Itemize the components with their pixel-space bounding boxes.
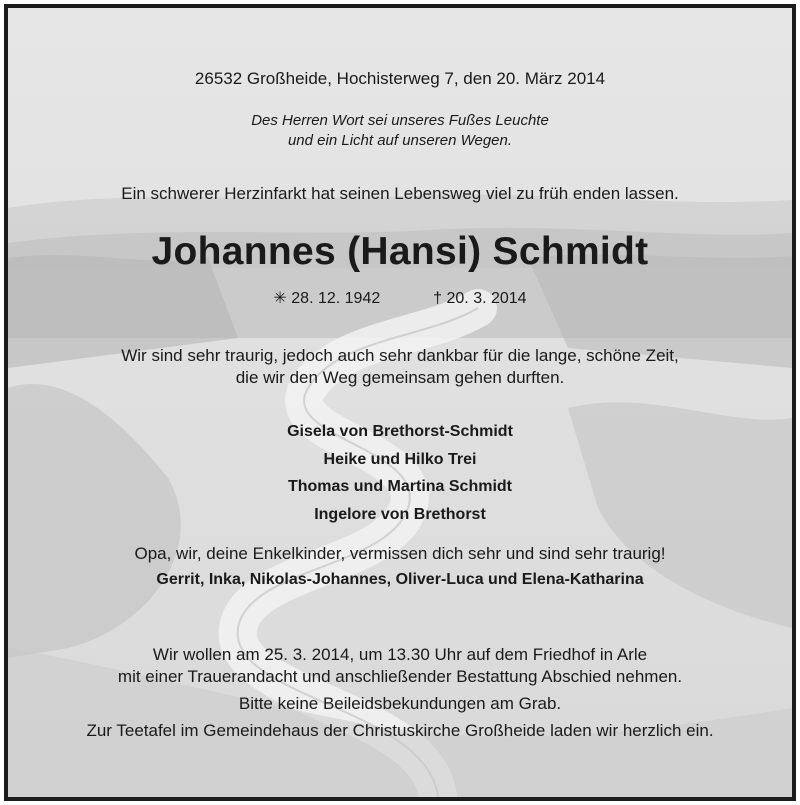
service-line-2: mit einer Trauerandacht und anschließender Bestattung Abschied nehmen. (117, 667, 683, 686)
gratitude-text (8, 345, 792, 389)
funeral-service-info (8, 644, 792, 688)
gratitude-line-2: die wir den Weg gemeinsam gehen durften. (235, 368, 565, 387)
bible-verse-line-2: und ein Licht auf unseren Wegen. (287, 132, 513, 149)
obituary-content (8, 8, 792, 797)
location-date-line: 26532 Großheide, Hochisterweg 7, den 20. März 2014 (194, 69, 606, 88)
gratitude-line-1: Wir sind sehr traurig, jedoch auch sehr dankbar für die lange, schöne Zeit, (121, 346, 679, 365)
death-cross-icon: † (433, 290, 443, 307)
death-date: 20. 3. 2014 (446, 290, 527, 307)
family-list (8, 418, 792, 528)
bible-verse (8, 111, 792, 151)
deceased-name: Johannes (Hansi) Schmidt (151, 230, 649, 273)
obituary-frame (4, 4, 796, 801)
grandchildren-message: Opa, wir, deine Enkelkinder, vermissen dich sehr und sind sehr traurig! (134, 544, 666, 563)
life-dates (8, 288, 792, 308)
service-line-1: Wir wollen am 25. 3. 2014, um 13.30 Uhr auf dem Friedhof in Arle (152, 645, 648, 664)
intro-text: Ein schwerer Herzinfarkt hat seinen Lebensweg viel zu früh enden lassen. (121, 184, 679, 203)
no-condolences-note: Bitte keine Beileidsbekundungen am Grab. (238, 694, 562, 713)
grandchildren-names: Gerrit, Inka, Nikolas-Johannes, Oliver-Luca und Elena-Katharina (156, 571, 644, 588)
birth-star-icon: ✳ (273, 290, 287, 307)
family-member: Heike und Hilko Trei (323, 450, 477, 468)
family-member: Ingelore von Brethorst (314, 505, 486, 523)
bible-verse-line-1: Des Herren Wort sei unseres Fußes Leuchte (251, 112, 549, 129)
tea-invitation: Zur Teetafel im Gemeindehaus der Christuskirche Großheide laden wir herzlich ein. (86, 721, 714, 740)
family-member: Gisela von Brethorst-Schmidt (287, 423, 513, 440)
birth-date: 28. 12. 1942 (291, 290, 381, 307)
family-member: Thomas und Martina Schmidt (287, 478, 512, 495)
